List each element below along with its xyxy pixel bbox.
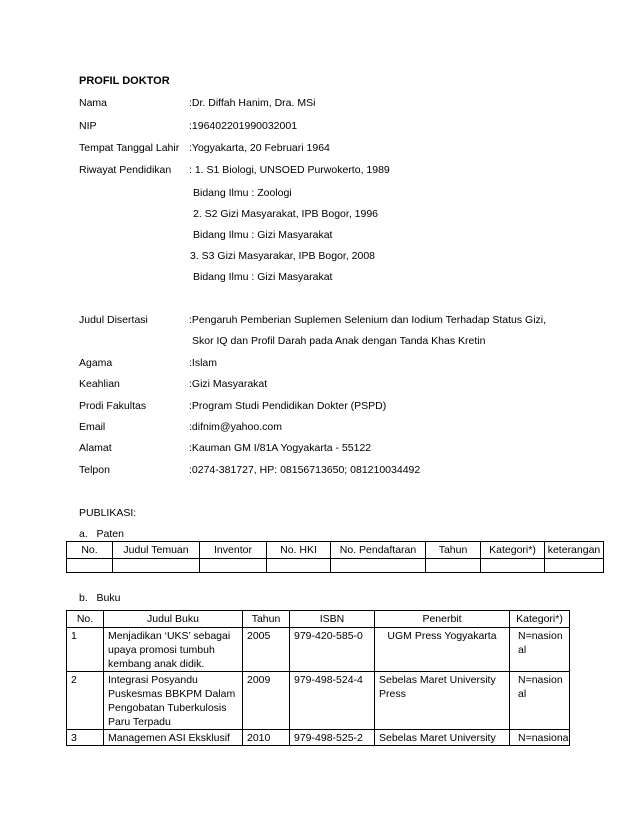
page-title: PROFIL DOKTOR (79, 75, 170, 87)
column-header: ISBN (290, 611, 375, 628)
table-row (67, 730, 570, 746)
label-prodi: Prodi Fakultas (79, 400, 147, 412)
cell-penerbit: Sebelas Maret University (375, 730, 510, 746)
table-cell (200, 559, 267, 573)
value-telpon: :0274-381727, HP: 08156713650; 081210034492 (189, 464, 421, 476)
column-header: Kategori*) (481, 542, 545, 559)
table-cell (67, 559, 113, 573)
label-keahlian: Keahlian (79, 378, 120, 390)
label-alamat: Alamat (79, 442, 112, 454)
table-cell (331, 559, 426, 573)
table-cell (426, 559, 481, 573)
buku-table (66, 610, 570, 746)
table-cell (481, 559, 545, 573)
cell-kategori: N=nasional (510, 628, 570, 672)
cell-judul: Menjadikan ‘UKS’ sebagai upaya promosi tumbuh kembang anak didik. (104, 628, 243, 672)
label-email: Email (79, 421, 106, 433)
label-agama: Agama (79, 357, 113, 369)
cell-no: 1 (67, 628, 104, 672)
value-agama: :Islam (189, 357, 218, 369)
cell-kategori: N=nasiona (510, 730, 570, 746)
value-nip: :196402201990032001 (189, 120, 298, 132)
education-line: Bidang Ilmu : Zoologi (193, 187, 292, 199)
value-ttl: :Yogyakarta, 20 Februari 1964 (189, 142, 330, 154)
column-header: No. (67, 542, 113, 559)
label-disertasi: Judul Disertasi (79, 314, 148, 326)
label-nip: NIP (79, 120, 97, 132)
cell-tahun: 2005 (243, 628, 290, 672)
cell-penerbit: UGM Press Yogyakarta (375, 628, 510, 672)
cell-isbn: 979-420-585-0 (290, 628, 375, 672)
table-cell (267, 559, 331, 573)
paten-heading: a. Paten (79, 528, 124, 540)
buku-heading: b. Buku (79, 592, 121, 604)
paten-table (66, 541, 604, 573)
table-cell (113, 559, 200, 573)
education-line: Bidang Ilmu : Gizi Masyarakat (193, 229, 333, 241)
cell-kategori: N=nasional (510, 672, 570, 730)
column-header: No. (67, 611, 104, 628)
buku-header-row (67, 611, 570, 628)
column-header: Inventor (200, 542, 267, 559)
education-line: 2. S2 Gizi Masyarakat, IPB Bogor, 1996 (193, 208, 379, 220)
cell-no: 3 (67, 730, 104, 746)
value-alamat: :Kauman GM I/81A Yogyakarta - 55122 (189, 442, 372, 454)
label-nama: Nama (79, 97, 108, 109)
column-header: Judul Temuan (113, 542, 200, 559)
column-header: Kategori*) (510, 611, 570, 628)
label-pendidikan: Riwayat Pendidikan (79, 164, 172, 176)
cell-no: 2 (67, 672, 104, 730)
value-nama: :Dr. Diffah Hanim, Dra. MSi (189, 97, 316, 109)
column-header: Judul Buku (104, 611, 243, 628)
cell-judul: Integrasi Posyandu Puskesmas BBKPM Dalam Pengobatan Tuberkulosis Paru Terpadu (104, 672, 243, 730)
value-prodi: :Program Studi Pendidikan Dokter (PSPD) (189, 400, 387, 412)
value-keahlian: :Gizi Masyarakat (189, 378, 268, 390)
label-ttl: Tempat Tanggal Lahir (79, 142, 180, 154)
column-header: Penerbit (375, 611, 510, 628)
table-row (67, 628, 570, 672)
cell-tahun: 2009 (243, 672, 290, 730)
cell-penerbit: Sebelas Maret University Press (375, 672, 510, 730)
education-line: 3. S3 Gizi Masyarakar, IPB Bogor, 2008 (190, 250, 376, 262)
label-telpon: Telpon (79, 464, 110, 476)
paten-header-row (67, 542, 604, 559)
column-header: No. Pendaftaran (331, 542, 426, 559)
value-disertasi-line1: :Pengaruh Pemberian Suplemen Selenium dan Iodium Terhadap Status Gizi, (189, 314, 547, 326)
cell-isbn: 979-498-525-2 (290, 730, 375, 746)
cell-tahun: 2010 (243, 730, 290, 746)
value-email: :difnim@yahoo.com (189, 421, 282, 433)
column-header: Tahun (243, 611, 290, 628)
table-cell (545, 559, 604, 573)
column-header: No. HKI (267, 542, 331, 559)
education-line: Bidang Ilmu : Gizi Masyarakat (193, 271, 333, 283)
cell-isbn: 979-498-524-4 (290, 672, 375, 730)
publikasi-heading: PUBLIKASI: (79, 507, 137, 519)
value-disertasi-line2: Skor IQ dan Profil Darah pada Anak dengan Tanda Khas Kretin (192, 335, 486, 347)
cell-judul: Managemen ASI Eksklusif (104, 730, 243, 746)
table-row (67, 559, 604, 573)
column-header: keterangan (545, 542, 604, 559)
table-row (67, 672, 570, 730)
column-header: Tahun (426, 542, 481, 559)
value-pendidikan: : 1. S1 Biologi, UNSOED Purwokerto, 1989 (189, 164, 390, 176)
